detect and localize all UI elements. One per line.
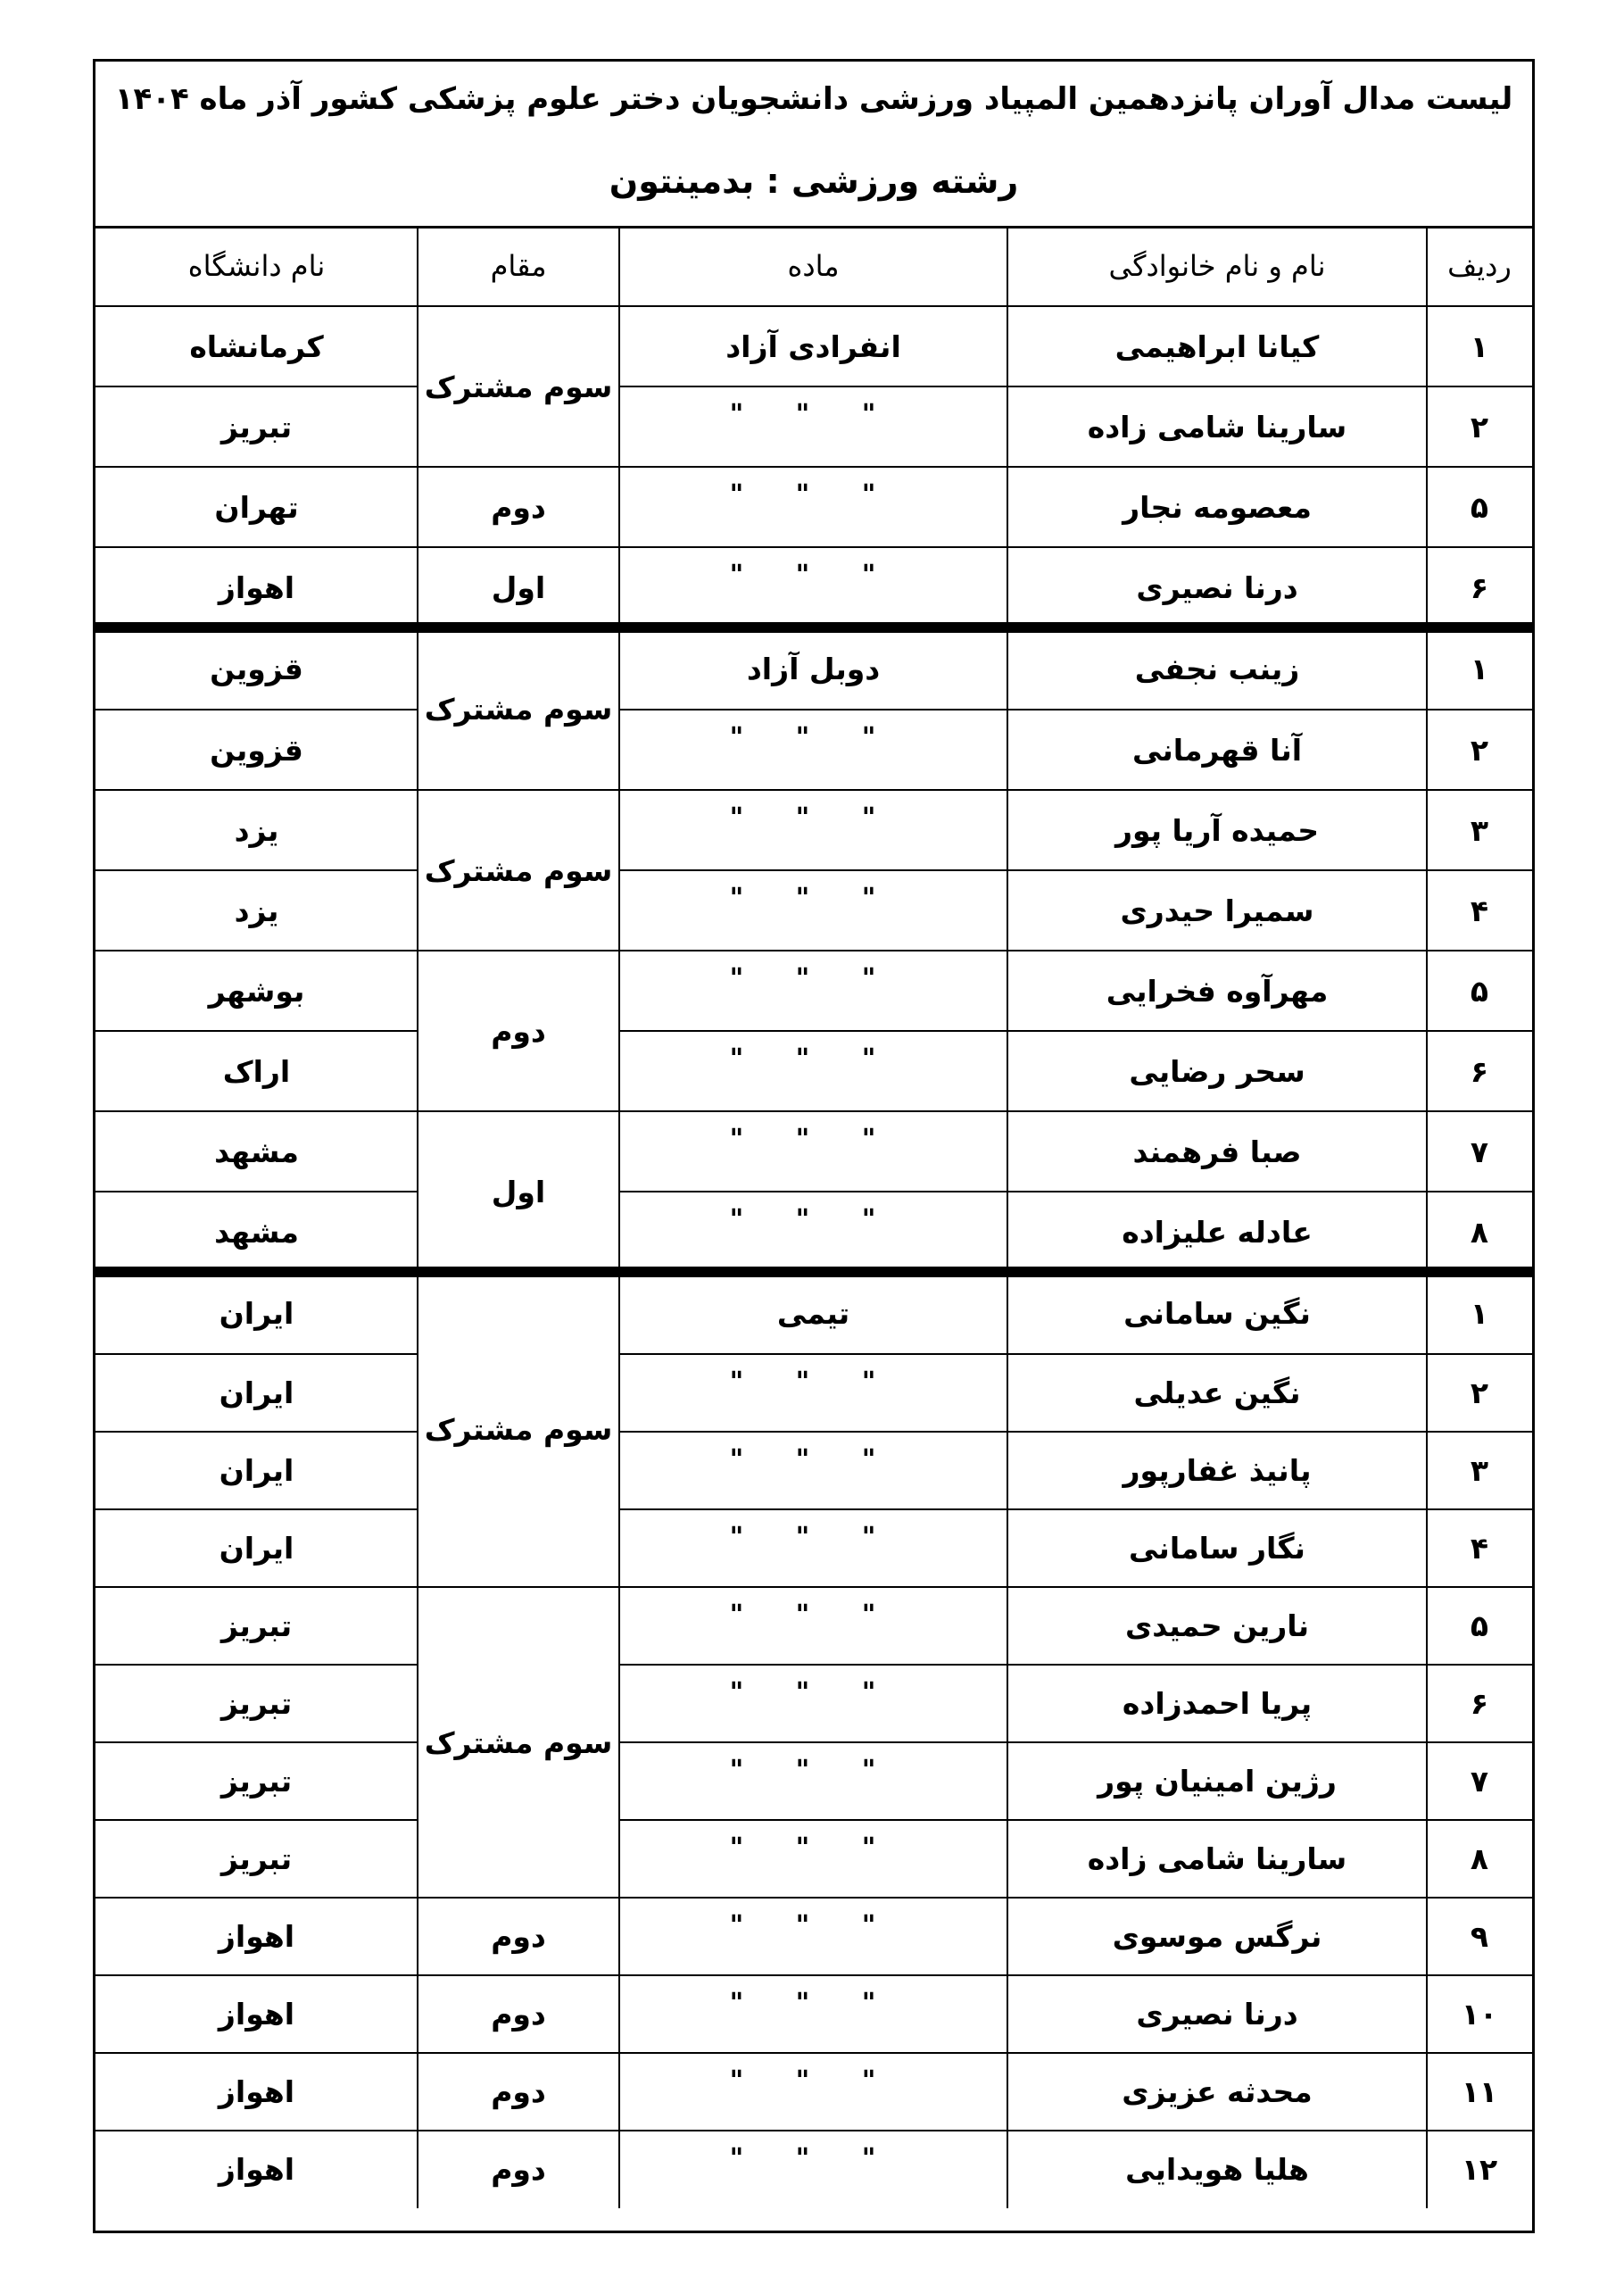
medal-list-document	[93, 59, 1535, 2233]
athlete-name: کیانا ابراهیمی	[1114, 328, 1320, 364]
university-name: ایران	[219, 1375, 294, 1410]
university-name: تبریز	[220, 1764, 293, 1799]
medal-rank: دوم	[491, 1997, 546, 2032]
column-header-no: ردیف	[1447, 249, 1512, 283]
event-name: " " "	[729, 1367, 898, 1398]
university-name: ایران	[219, 1453, 294, 1488]
event-name: انفرادی آزاد	[725, 328, 901, 364]
column-header-name: نام و نام خانوادگی	[1108, 249, 1326, 283]
event-name: " " "	[729, 1124, 898, 1155]
medal-rank: دوم	[491, 489, 546, 525]
medal-table	[95, 226, 1532, 2231]
row-number: ۸	[1470, 1841, 1489, 1876]
event-name: " " "	[729, 963, 898, 994]
row-number: ۲	[1470, 732, 1489, 768]
medal-rank: اول	[491, 569, 546, 605]
university-name: مشهد	[214, 1214, 299, 1250]
row-number: ۳	[1470, 1453, 1489, 1488]
row-number: ۱	[1470, 1295, 1489, 1331]
row-number: ۶	[1470, 569, 1489, 605]
row-number: ۷	[1470, 1134, 1489, 1169]
row-number: ۳	[1470, 812, 1489, 848]
medal-rank: دوم	[491, 2152, 546, 2187]
athlete-name: سمیرا حیدری	[1120, 893, 1314, 928]
event-name: " " "	[729, 802, 898, 834]
medal-rank: سوم مشترک	[424, 691, 613, 727]
event-name: " " "	[729, 2065, 898, 2097]
event-name: " " "	[729, 1832, 898, 1864]
event-name: " " "	[729, 399, 898, 430]
university-name: اهواز	[218, 2074, 295, 2109]
event-name: " " "	[729, 1600, 898, 1631]
university-name: اهواز	[218, 1919, 295, 1954]
university-name: تبریز	[220, 409, 293, 445]
university-name: مشهد	[214, 1134, 299, 1169]
row-number: ۶	[1470, 1686, 1489, 1721]
event-name: تیمی	[776, 1295, 850, 1331]
athlete-name: محدثه عزیزی	[1122, 2074, 1313, 2109]
athlete-name: صبا فرهمند	[1132, 1134, 1302, 1169]
event-name: " " "	[729, 1910, 898, 1941]
athlete-name: نارین حمیدی	[1124, 1608, 1310, 1643]
athlete-name: نگین سامانی	[1123, 1295, 1311, 1331]
athlete-name: سحر رضایی	[1129, 1053, 1305, 1089]
university-name: تبریز	[220, 1608, 293, 1643]
row-number: ۱	[1470, 651, 1489, 686]
medal-rank: دوم	[491, 1013, 546, 1049]
row-number: ۴	[1470, 1531, 1489, 1566]
athlete-name: نرگس موسوی	[1112, 1919, 1322, 1954]
medal-rank: سوم مشترک	[424, 369, 613, 404]
university-name: اهواز	[218, 569, 295, 605]
column-header-event: ماده	[787, 249, 840, 283]
university-name: تهران	[214, 489, 299, 525]
university-name: قزوین	[210, 651, 303, 686]
university-name: قزوین	[210, 732, 303, 768]
athlete-name: نگین عدیلی	[1133, 1375, 1301, 1410]
university-name: یزد	[234, 812, 279, 848]
column-header-uni: نام دانشگاه	[187, 249, 326, 283]
athlete-name: هلیا هویدایی	[1125, 2152, 1309, 2187]
event-name: " " "	[729, 560, 898, 591]
event-name: " " "	[729, 722, 898, 753]
medal-rank: سوم مشترک	[424, 1412, 613, 1447]
event-name: دوبل آزاد	[746, 651, 881, 686]
athlete-name: معصومه نجار	[1123, 489, 1312, 525]
athlete-name: حمیده آریا پور	[1114, 812, 1320, 848]
medal-rank: دوم	[491, 1919, 546, 1954]
event-name: " " "	[729, 1444, 898, 1475]
row-number: ۱۰	[1461, 1997, 1498, 2032]
university-name: یزد	[234, 893, 279, 928]
row-number: ۱۲	[1461, 2152, 1498, 2187]
athlete-name: عادله علیزاده	[1122, 1214, 1313, 1250]
university-name: اراک	[222, 1053, 291, 1089]
athlete-name: آنا قهرمانی	[1131, 732, 1303, 768]
athlete-name: پریا احمدزاده	[1122, 1686, 1313, 1721]
event-name: " " "	[729, 479, 898, 511]
row-number: ۹	[1470, 1919, 1489, 1954]
athlete-name: زینب نجفی	[1134, 651, 1300, 686]
row-number: ۸	[1470, 1214, 1489, 1250]
row-number: ۵	[1470, 489, 1489, 525]
university-name: اهواز	[218, 1997, 295, 2032]
event-name: " " "	[729, 1043, 898, 1075]
row-number: ۱	[1470, 328, 1489, 364]
university-name: تبریز	[220, 1686, 293, 1721]
athlete-name: درنا نصیری	[1136, 1997, 1298, 2032]
university-name: اهواز	[218, 2152, 295, 2187]
document-header	[95, 62, 1532, 228]
medal-rank: دوم	[491, 2074, 546, 2109]
row-number: ۵	[1470, 1608, 1489, 1643]
event-name: " " "	[729, 1677, 898, 1708]
athlete-name: سارینا شامی زاده	[1087, 1841, 1347, 1876]
event-name: " " "	[729, 2143, 898, 2174]
row-number: ۱۱	[1461, 2074, 1498, 2109]
row-number: ۴	[1470, 893, 1489, 928]
university-name: کرمانشاه	[189, 328, 324, 364]
row-number: ۲	[1470, 1375, 1489, 1410]
athlete-name: نگار سامانی	[1129, 1531, 1305, 1566]
event-name: " " "	[729, 1522, 898, 1553]
athlete-name: مهرآوه فخرایی	[1106, 973, 1329, 1009]
document-title: لیست مدال آوران پانزدهمین المپیاد ورزشی دانشجویان دختر علوم پزشکی کشور آذر ماه ۱۴۰۴	[114, 81, 1513, 117]
event-name: " " "	[729, 1204, 898, 1235]
athlete-name: رژین امینیان پور	[1098, 1764, 1337, 1799]
document-subtitle: رشته ورزشی : بدمینتون	[609, 162, 1019, 201]
athlete-name: سارینا شامی زاده	[1087, 409, 1347, 445]
row-number: ۷	[1470, 1764, 1489, 1799]
event-name: " " "	[729, 883, 898, 914]
university-name: ایران	[219, 1295, 294, 1331]
athlete-name: پانیذ غفارپور	[1123, 1453, 1312, 1488]
athlete-name: درنا نصیری	[1136, 569, 1298, 605]
university-name: تبریز	[220, 1841, 293, 1876]
university-name: بوشهر	[208, 973, 305, 1009]
event-name: " " "	[729, 1755, 898, 1786]
medal-rank: سوم مشترک	[424, 852, 613, 888]
medal-rank: اول	[491, 1174, 546, 1209]
row-number: ۲	[1470, 409, 1489, 445]
row-number: ۶	[1470, 1053, 1489, 1089]
event-name: " " "	[729, 1988, 898, 2019]
row-number: ۵	[1470, 973, 1489, 1009]
medal-rank: سوم مشترک	[424, 1724, 613, 1760]
university-name: ایران	[219, 1531, 294, 1566]
column-header-rank: مقام	[490, 249, 547, 283]
